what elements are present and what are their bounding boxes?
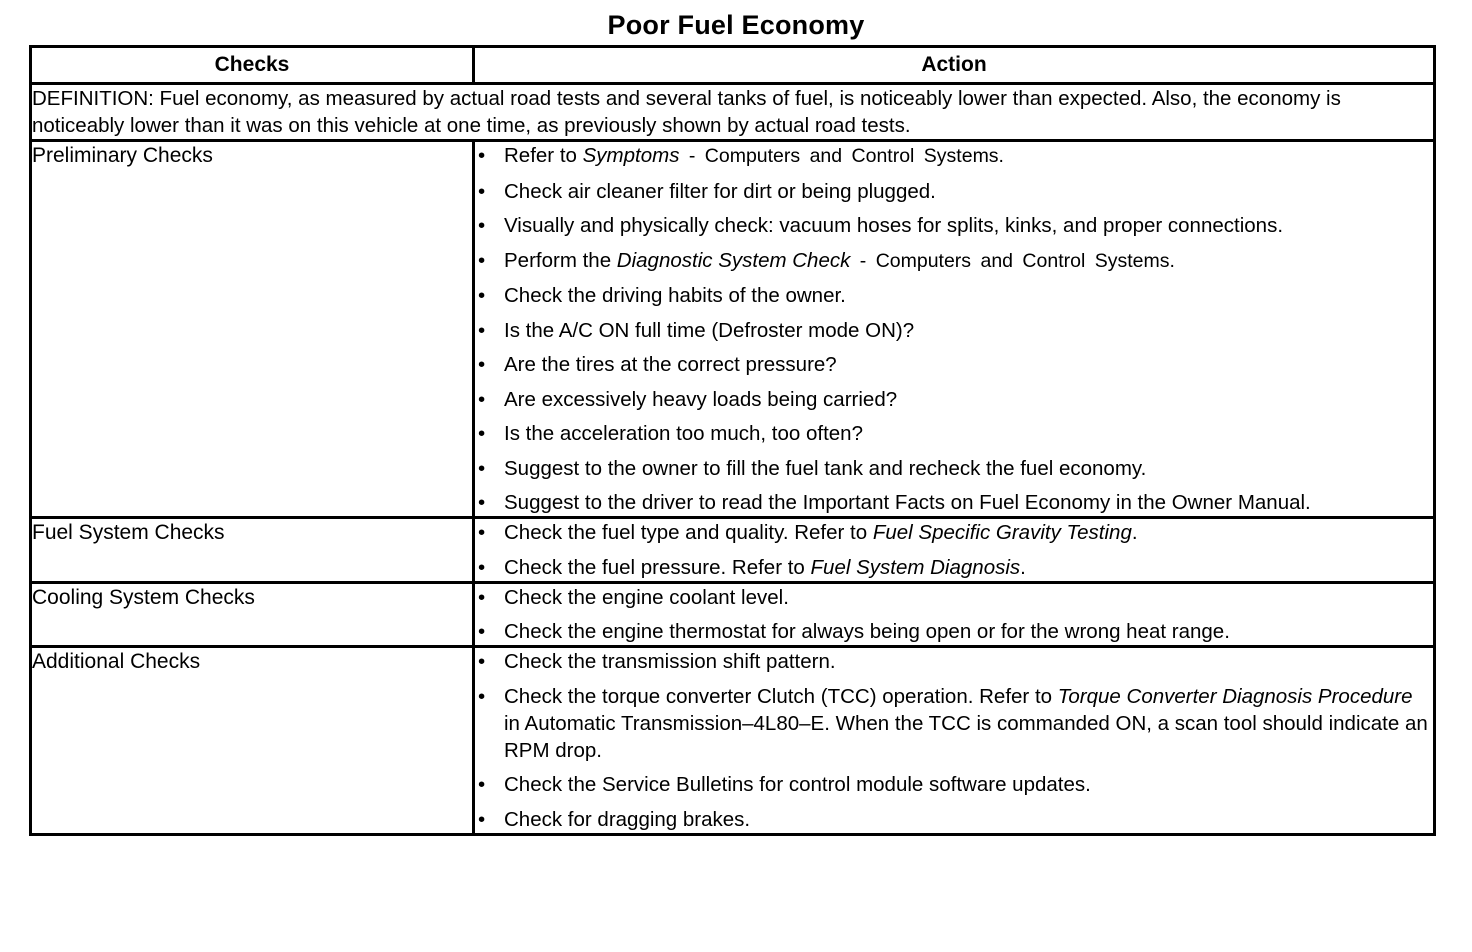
- table-header-row: [31, 47, 1435, 84]
- action-item: [475, 386, 1433, 413]
- action-list: [475, 584, 1433, 646]
- action-item: [475, 618, 1433, 645]
- action-list: [475, 142, 1433, 516]
- action-text: in Automatic Transmission–4L80–E. When the TCC is commanded ON, a scan tool should indicate an RPM drop.: [504, 711, 1428, 762]
- reference-link[interactable]: Fuel System Diagnosis: [810, 555, 1021, 579]
- action-text: Is the acceleration too much, too often?: [504, 422, 863, 445]
- check-category: Preliminary Checks: [31, 141, 474, 518]
- action-item: [475, 142, 1433, 170]
- action-item: [475, 648, 1433, 675]
- action-item: [475, 420, 1433, 447]
- action-text: Check the engine coolant level.: [504, 585, 789, 609]
- action-text: .: [1131, 521, 1138, 544]
- action-item: [475, 806, 1433, 833]
- reference-link[interactable]: Diagnostic System Check: [616, 248, 851, 272]
- action-text: Is the A/C ON full time (Defroster mode ON)?: [504, 318, 915, 342]
- action-text: Check the torque converter Clutch (TCC) operation. Refer to: [504, 684, 1058, 708]
- action-list: [475, 519, 1433, 581]
- check-category: Fuel System Checks: [31, 518, 474, 583]
- action-item: [475, 455, 1433, 482]
- reference-link[interactable]: Symptoms: [582, 144, 680, 167]
- action-item: [475, 317, 1433, 344]
- action-item: [475, 519, 1433, 546]
- check-category: Additional Checks: [31, 647, 474, 835]
- definition-text: DEFINITION: Fuel economy, as measured by actual road tests and several tanks of fuel, is noticeably lower than expected. Also, the economy is noticeably lower than it was on this vehicle at one time, as previously shown by actual road tests.: [31, 84, 1435, 141]
- action-item: [475, 683, 1433, 764]
- action-cell: [474, 518, 1435, 583]
- action-text: Check the transmission shift pattern.: [504, 650, 836, 673]
- table-row: [31, 141, 1435, 518]
- reference-link[interactable]: Fuel Specific Gravity Testing: [872, 521, 1132, 544]
- action-text: - Computers and Control Systems.: [850, 249, 1175, 272]
- action-item: [475, 212, 1433, 239]
- check-category: Cooling System Checks: [31, 582, 474, 647]
- action-item: [475, 351, 1433, 378]
- action-text: Are excessively heavy loads being carried?: [504, 387, 898, 411]
- action-item: [475, 771, 1433, 798]
- action-text: Check the driving habits of the owner.: [504, 284, 846, 307]
- column-header-checks: Checks: [31, 47, 474, 84]
- action-item: [475, 247, 1433, 275]
- diagnostic-table: [29, 45, 1436, 836]
- action-text: .: [1020, 555, 1026, 579]
- action-text: Perform the: [504, 248, 617, 272]
- action-text: Check for dragging brakes.: [504, 807, 751, 831]
- action-text: Suggest to the driver to read the Important Facts on Fuel Economy in the Owner Manual.: [504, 491, 1311, 514]
- definition-row: [31, 84, 1435, 141]
- action-cell: [474, 647, 1435, 835]
- action-text: Check the Service Bulletins for control module software updates.: [504, 773, 1091, 796]
- action-item: [475, 178, 1433, 205]
- action-cell: [474, 582, 1435, 647]
- table-row: [31, 518, 1435, 583]
- action-text: Check the fuel pressure. Refer to: [504, 555, 811, 579]
- table-row: [31, 582, 1435, 647]
- action-text: Refer to: [504, 144, 583, 167]
- action-item: [475, 489, 1433, 516]
- reference-link[interactable]: Torque Converter Diagnosis Procedure: [1057, 684, 1413, 708]
- action-list: [475, 648, 1433, 833]
- action-text: - Computers and Control Systems.: [679, 145, 1004, 167]
- action-text: Are the tires at the correct pressure?: [504, 353, 837, 376]
- table-row: [31, 647, 1435, 835]
- action-item: [475, 584, 1433, 611]
- action-text: Visually and physically check: vacuum hoses for splits, kinks, and proper connections.: [504, 214, 1284, 237]
- action-text: Check the engine thermostat for always being open or for the wrong heat range.: [504, 620, 1230, 643]
- page-title: Poor Fuel Economy: [607, 10, 865, 40]
- action-text: Check the fuel type and quality. Refer to: [504, 521, 873, 544]
- action-item: [475, 282, 1433, 309]
- column-header-action: Action: [474, 47, 1435, 84]
- action-text: Check air cleaner filter for dirt or being plugged.: [504, 179, 936, 203]
- action-item: [475, 554, 1433, 581]
- action-text: Suggest to the owner to fill the fuel tank and recheck the fuel economy.: [504, 456, 1147, 480]
- action-cell: [474, 141, 1435, 518]
